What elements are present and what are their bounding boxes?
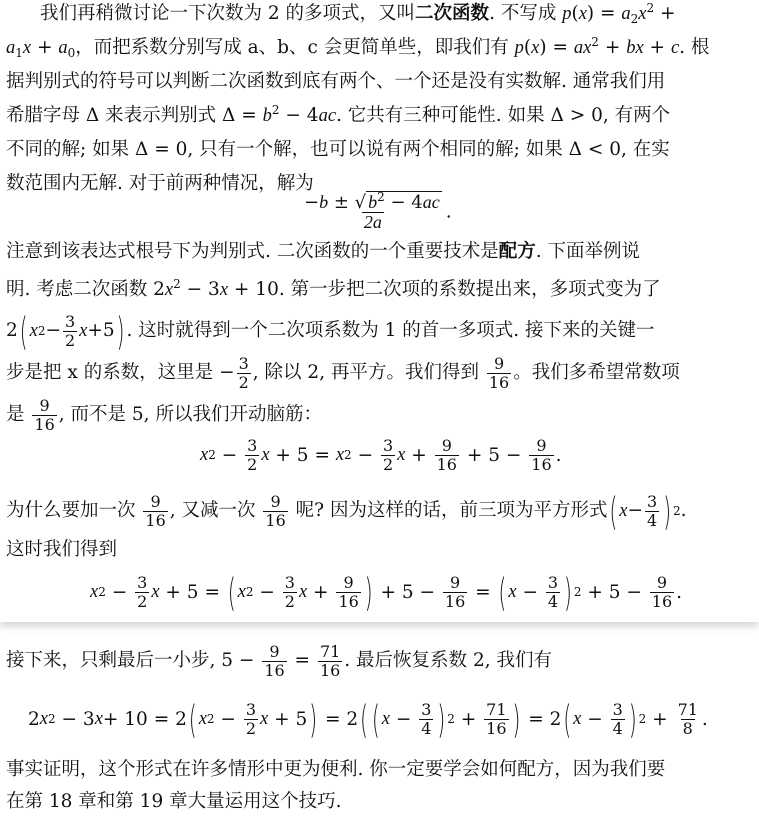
text-line: 2 ( x 2 − $\frac{3}{2}$ x +5 ) . 这时就得到一个二次项系数为 1 的首一多项式. 接下来的关键一 [6, 308, 655, 354]
text-span: 希腊字母 Δ 来表示判别式 [6, 105, 217, 126]
bottom-page-panel [0, 630, 759, 817]
text-span: . 它共有三种可能性. 如果 Δ > 0, 有两个 [336, 105, 671, 126]
equation-final: 2 x 2 − 3 x + 10 = 2 ( x 2 − $\frac{3}{2}$ x + 5 ) = 2 ( ( x − $\frac{3}{4}$ ) 2 + $\frac{71}{16}$ ) = 2 ( x − $\frac{3}{4}$ ) 2 + $\frac{71}{8}$ . [28, 696, 708, 742]
text-line [6, 240, 640, 264]
term-quadratic-function: 二次函数 [415, 3, 490, 24]
text-span: 我们再稍微讨论一下次数为 2 的多项式，又叫 [40, 3, 416, 24]
term-completing-square: 配方 [498, 241, 536, 262]
text-line: 为什么要加一次 $\frac{9}{16}$ , 又减一次 $\frac{9}{16}$ 呢? 因为这样的话，前三项为平方形式 ( x − $\frac{3}{4}$ ) 2 . [6, 488, 687, 534]
text-span: , 又减一次 [169, 500, 256, 521]
equation-quadratic-formula: $\frac{-b \pm √ b^2 - 4ac}{2a}$ . [304, 190, 452, 232]
text-span: . 这时就得到一个二次项系数为 1 的首一多项式. 接下来的关键一 [126, 320, 655, 341]
text-span: 是 [6, 404, 25, 425]
equation-square-form: x 2 − $\frac{3}{2}$ x + 5 = ( x 2 − $\frac{3}{2}$ x + $\frac{9}{16}$ ) + 5 − $\frac{9}{16}$ = ( x − $\frac{3}{4}$ ) 2 + 5 − $\frac{9}{16}$ . [90, 569, 683, 615]
text-line: 不同的解; 如果 Δ = 0, 只有一个解，也可以说有两个相同的解; 如果 Δ < 0, 在实 [6, 139, 670, 160]
text-span: , 而不是 5, 所以我们开动脑筋： [58, 404, 322, 425]
text-span: 为什么要加一次 [6, 500, 136, 521]
text-line: $a_1x + a_0$，而把系数分别写成 a、b、c 会更简单些，即我们有 $p(x) = ax^2$ + bx + c. 根 [6, 35, 710, 60]
text-line: 希腊字母 Δ 来表示判别式 $\Delta = b^2 - 4ac$. 它共有三种可能性. 如果 Δ > 0, 有两个 [6, 103, 671, 126]
text-span: , 除以 2, 再平方。我们得到 [252, 362, 479, 383]
text-line: 事实证明，这个形式在许多情形中更为便利. 你一定要学会如何配方，因为我们要 [6, 759, 666, 780]
text-span: ，而把系数分别写成 a、b、c 会更简单些，即我们有 [75, 37, 509, 58]
text-span: 。我们多希望常数项 [513, 362, 680, 383]
text-span: 步是把 x 的系数，这里是 [6, 362, 214, 383]
text-line: 明. 考虑二次函数 $2x^2 - 3x + 10$. 第一步把二次项的系数提出来，多项式变为了 [6, 277, 661, 300]
fraction-roots: $\frac{-b \pm √ b^2 - 4ac}{2a}$ [304, 190, 440, 232]
text-line: 接下来，只剩最后一小步, 5 − $\frac{9}{16}$ = $\frac{71}{16}$ . 最后恢复系数 2, 我们有 [6, 641, 552, 680]
text-span: . 最后恢复系数 2, 我们有 [344, 650, 552, 671]
text-line: 在第 18 章和第 19 章大量运用这个技巧. [6, 791, 342, 812]
text-line: 据判别式的符号可以判断二次函数到底有两个、一个还是没有实数解. 通常我们用 [6, 71, 666, 92]
text-span: 呢? 因为这样的话，前三项为平方形式 [295, 500, 608, 521]
text-span: . 不写成 [489, 3, 557, 24]
text-line: 数范围内无解. 对于前两种情况，解为 [6, 173, 314, 194]
text-line: 这时我们得到 [6, 539, 118, 560]
text-span: 接下来，只剩最后一小步, [6, 650, 216, 671]
text-line: 步是把 x 的系数，这里是 − $\frac{3}{2}$ , 除以 2, 再平方。我们得到 $\frac{9}{16}$ 。我们多希望常数项 [6, 353, 680, 392]
text-line: 我们再稍微讨论一下次数为 2 的多项式，又叫二次函数. 不写成 $p(x) = a_2x^2$ + [40, 1, 676, 26]
equation-add-subtract: x 2 − $\frac{3}{2}$ x + 5 = x 2 − $\frac{3}{2}$ x + $\frac{9}{16}$ + 5 − $\frac{9}{16}$ . [200, 435, 562, 474]
text-line: 是 $\frac{9}{16}$ , 而不是 5, 所以我们开动脑筋： [6, 395, 322, 434]
text-span: . 下面举例说 [535, 241, 641, 262]
text-span: 注意到该表达式根号下为判别式. 二次函数的一个重要技术是 [6, 241, 499, 262]
